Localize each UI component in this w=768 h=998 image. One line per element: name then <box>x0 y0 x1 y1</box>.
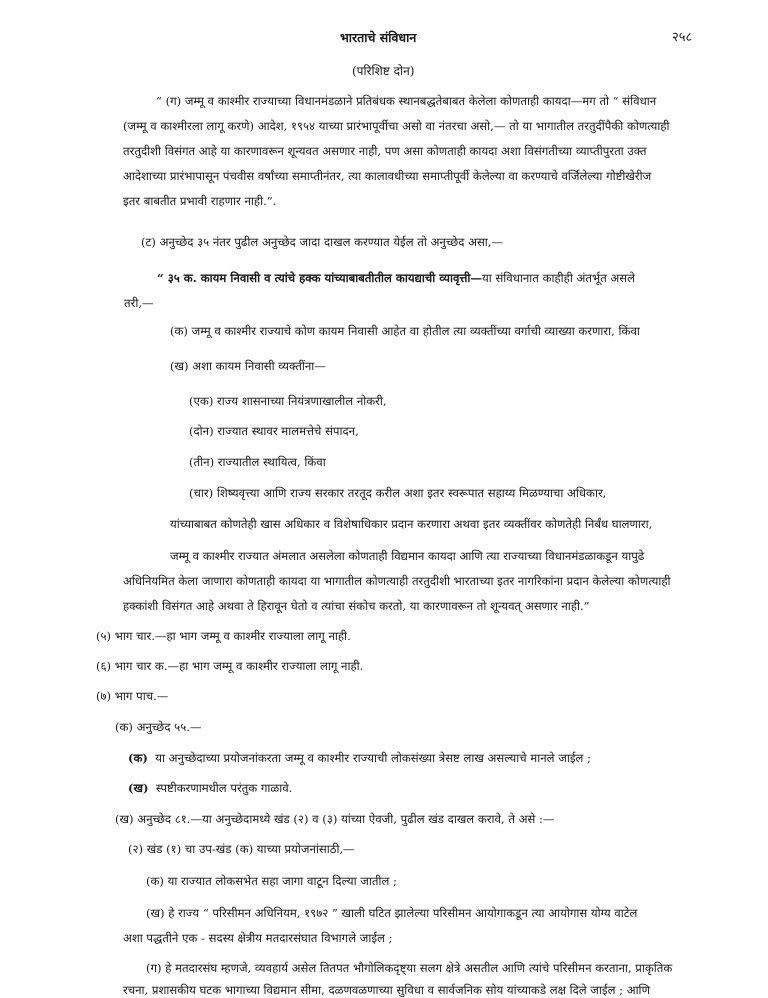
article-35a-heading: “ ३५ क. कायम निवासी व त्यांचे हक्क यांच्याबाबतीतील कायद्याची व्यावृत्ती— <box>157 271 483 285</box>
clause-item <box>128 752 591 766</box>
sub-clause-item: (चार) शिष्यवृत्त्या आणि राज्य सरकार तरतूद करील अशा इतर स्वरूपात सहाय्य मिळण्याचा अधिकार, <box>189 486 607 500</box>
paragraph-line: (जम्मू व काश्मीरला लागू करणे) आदेश, १९५४ याच्या प्रारंभापूर्वीचा असो वा नंतरचा असो,— तो या भागातील तरतुदींपैकी कोणत्याही <box>123 119 670 133</box>
paragraph-line: आदेशाच्या प्रारंभापासून पंचवीस वर्षांच्या समाप्तीनंतर, त्या कालावधीच्या समाप्तीपूर्वी केलेल्या वा करण्याचे वर्जिलेल्या गोष्टीखेरीज <box>123 169 652 183</box>
clause-text: या अनुच्छेदाच्या प्रयोजनांकरता जम्मू व काश्मीर राज्याची लोकसंख्या त्रेसष्ट लाख असल्याचे मानले जाईल ; <box>155 751 591 765</box>
article-35a-text: या संविधानात काहीही अंतर्भूत असले <box>482 271 635 285</box>
paragraph-line: इतर बाबतीत प्रभावी राहणार नाही.”. <box>123 194 277 208</box>
sub-clause-item: (ख) हे राज्य “ परिसीमन अधिनियम, १९७२ ” खाली घटित झालेल्या परिसीमन आयोगाकडून त्या आयोगास योग्य वाटेल <box>146 906 638 920</box>
paragraph-line: यांच्याबाबत कोणतेही खास अधिकार व विशेषाधिकार प्रदान करणारा अथवा इतर व्यक्तींवर कोणतेही निर्बंध घालणारा, <box>170 517 653 531</box>
part-item: (७) भाग पाच.— <box>96 689 169 703</box>
paragraph-line: हक्कांशी विसंगत आहे अथवा ते हिरावून घेतो व त्यांचा संकोच करतो, या कारणावरून तो शून्यवत् असणार नाही.” <box>123 599 590 613</box>
page-title: भारताचे संविधान <box>340 30 417 45</box>
clause-text: स्पष्टीकरणामधील परंतुक गाळावे. <box>155 781 293 795</box>
schedule-subtitle: (परिशिष्ट दोन) <box>352 64 415 78</box>
paragraph-line: अशा पद्धतीने एक - सदस्य क्षेत्रीय मतदारसंघात विभागले जाईल ; <box>123 931 393 945</box>
clause-item: (२) खंड (१) चा उप-खंड (क) याच्या प्रयोजनांसाठी,— <box>128 842 355 856</box>
page-number: २५८ <box>672 30 693 45</box>
sub-clause-item: (क) या राज्यात लोकसभेत सहा जागा वाटून दिल्या जातील ; <box>146 874 397 888</box>
paragraph-line: तरी,— <box>124 296 154 310</box>
clause-item <box>128 782 292 796</box>
article-heading-line <box>157 272 635 286</box>
clause-item: (ख) अशा कायम निवासी व्यक्तींना— <box>170 359 326 373</box>
paragraph-line: “ (ग) जम्मू व काश्मीर राज्याच्या विधानमंडळाने प्रतिबंधक स्थानबद्धतेबाबत केलेला कोणताही कायदा—मग तो “ संविधान <box>156 94 657 108</box>
sub-clause-item: (तीन) राज्यातील स्थायित्व, किंवा <box>189 455 326 469</box>
clause-label: (क) <box>128 751 148 765</box>
clause-label: (ख) <box>128 781 149 795</box>
paragraph-line: रचना, प्रशासकीय घटक भागाच्या विद्यमान सीमा, दळणवळणाच्या सुविधा व सार्वजनिक सोय यांच्याकडे लक्ष दिले जाईल ; आणि <box>123 983 650 997</box>
sub-clause-item: (एक) राज्य शासनाच्या नियंत्रणाखालील नोकरी, <box>189 394 387 408</box>
paragraph-line: तरतुदीशी विसंगत आहे या कारणावरून शून्यवत असणार नाही, पण असा कोणताही कायदा अशा विसंगतीच्या व्याप्तीपुरता उक्त <box>123 144 647 158</box>
article-item: (ख) अनुच्छेद ८१.—या अनुच्छेदामध्ये खंड (२) व (३) यांच्या ऐवजी, पुढील खंड दाखल करावे, ते असे :— <box>115 812 555 826</box>
clause-item: (क) जम्मू व काश्मीर राज्याचे कोण कायम निवासी आहेत वा होतील त्या व्यक्तींच्या वर्गाची व्याख्या करणारा, किंवा <box>170 324 640 338</box>
sub-clause-item: (ग) हे मतदारसंघ म्हणजे, व्यवहार्य असेल तितपत भौगोलिकदृष्ट्या सलग क्षेत्रे असतील आणि त्यांचे परिसीमन करताना, प्राकृतिक <box>146 961 673 975</box>
paragraph-line: अधिनियमित केला जाणारा कोणताही कायदा या भागातील कोणत्याही तरतुदीशी भारताच्या इतर नागरिकांना प्रदान केलेल्या कोणत्याही <box>123 574 671 588</box>
part-item: (६) भाग चार क.—हा भाग जम्मू व काश्मीर राज्याला लागू नाही. <box>96 659 364 673</box>
paragraph-line: जम्मू व काश्मीर राज्यात अंमलात असलेला कोणताही विद्यमान कायदा आणि त्या राज्याच्या विधानमंडळाकडून यापुढे <box>170 549 645 563</box>
paragraph-line: (ट) अनुच्छेद ३५ नंतर पुढील अनुच्छेद जादा दाखल करण्यात येईल तो अनुच्छेद असा,— <box>141 235 504 249</box>
part-item: (५) भाग चार.—हा भाग जम्मू व काश्मीर राज्याला लागू नाही. <box>96 629 351 643</box>
article-item: (क) अनुच्छेद ५५.— <box>115 720 202 734</box>
sub-clause-item: (दोन) राज्यात स्थावर मालमत्तेचे संपादन, <box>189 424 359 438</box>
